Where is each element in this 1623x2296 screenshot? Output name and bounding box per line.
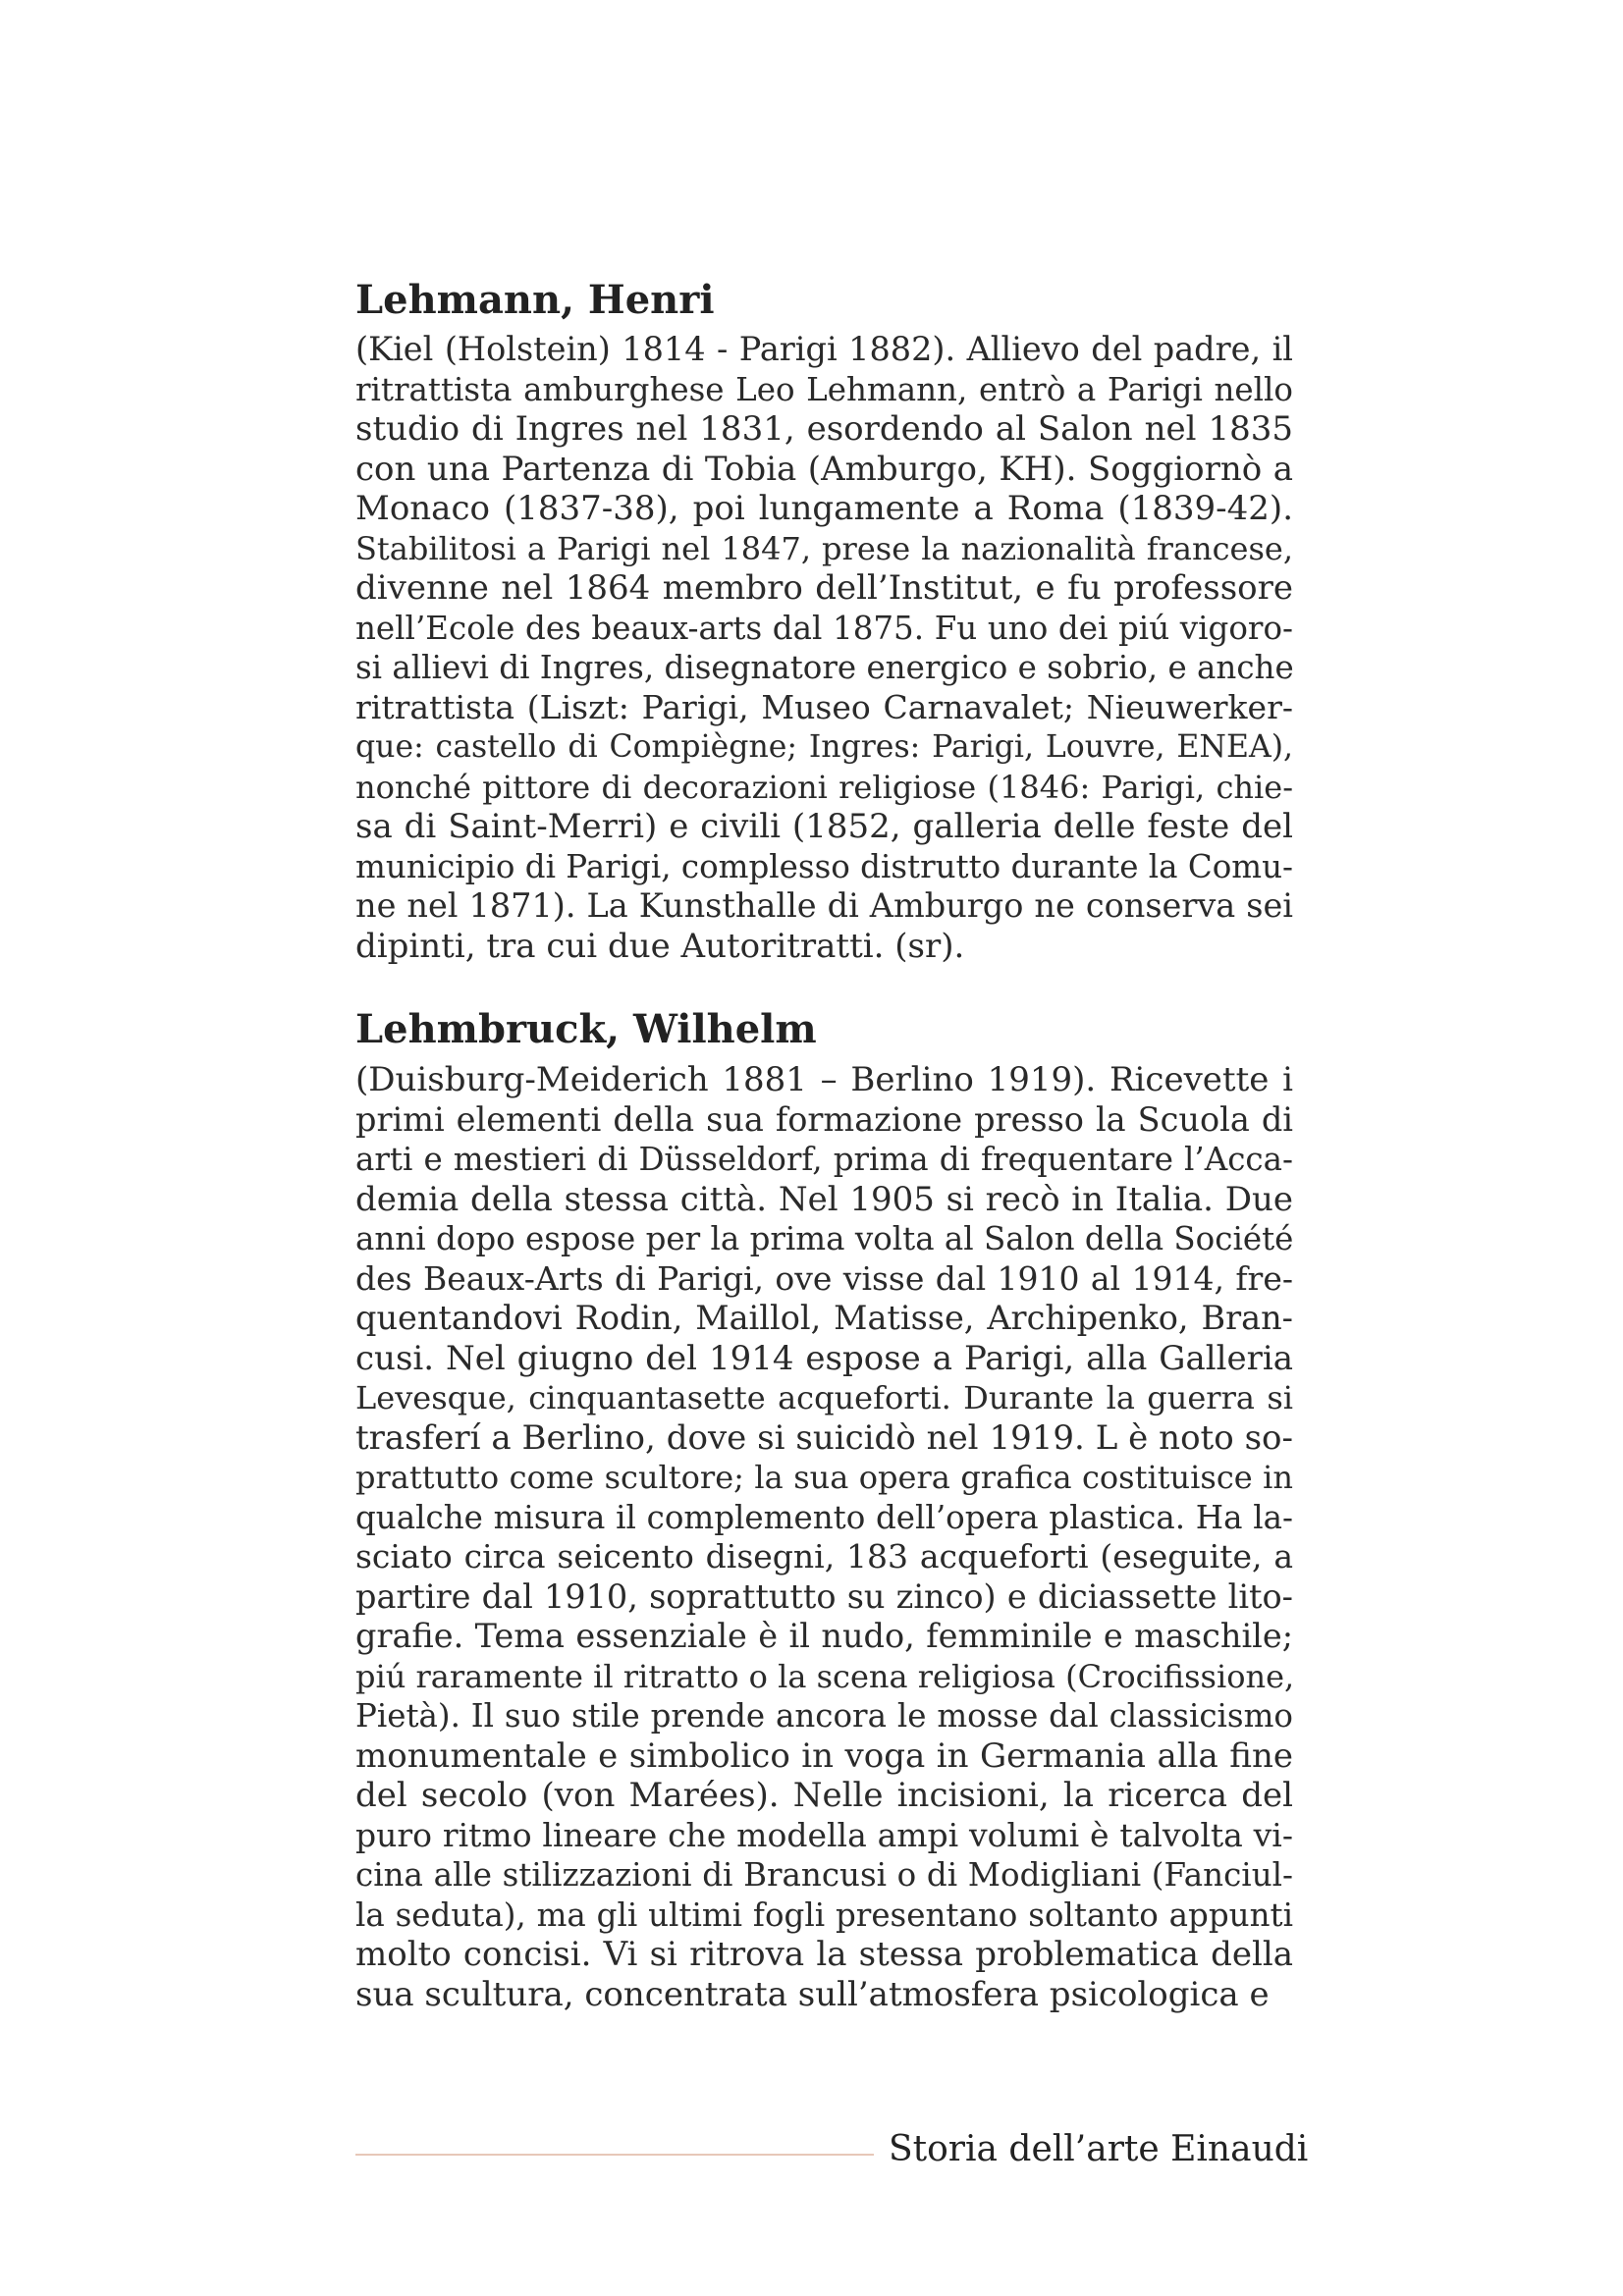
text-line: Pietà). Il suo stile prende ancora le mosse dal classicismo bbox=[355, 1697, 1293, 1735]
text-line: primi elementi della sua formazione presso la Scuola di bbox=[355, 1099, 1293, 1139]
text-line: qualche misura il complemento dell’opera plastica. Ha la- bbox=[355, 1498, 1293, 1536]
text-line: studio di Ingres nel 1831, esordendo al Salon nel 1835 bbox=[355, 409, 1293, 449]
text-line: cina alle stilizzazioni di Brancusi o di Modigliani (Fanciul- bbox=[355, 1856, 1293, 1894]
text-line: nell’Ecole des beaux-arts dal 1875. Fu uno dei piú vigoro- bbox=[355, 609, 1293, 647]
text-line: divenne nel 1864 membro dell’Institut, e fu professore bbox=[355, 568, 1293, 608]
text-line: prattutto come scultore; la sua opera grafica costituisce in bbox=[355, 1459, 1293, 1496]
text-line: piú raramente il ritratto o la scena religiosa (Crocifissione, bbox=[355, 1657, 1295, 1695]
text-line: (Kiel (Holstein) 1814 - Parigi 1882). Allievo del padre, il bbox=[355, 330, 1293, 368]
text-line: quentandovi Rodin, Maillol, Matisse, Archipenko, Bran- bbox=[355, 1299, 1293, 1337]
text-line: trasferí a Berlino, dove si suicidò nel 1919. L è noto so- bbox=[355, 1417, 1293, 1458]
text-line: grafie. Tema essenziale è il nudo, femminile e maschile; bbox=[355, 1617, 1293, 1655]
text-line: sa di Saint-Merri) e civili (1852, galleria delle feste del bbox=[355, 807, 1293, 846]
text-line: Stabilitosi a Parigi nel 1847, prese la nazionalità francese, bbox=[355, 529, 1293, 567]
text-line: sua scultura, concentrata sull’atmosfera psicologica e bbox=[355, 1974, 1270, 2014]
text-line: ne nel 1871). La Kunsthalle di Amburgo ne conserva sei bbox=[355, 886, 1293, 925]
footer-text: Storia dell’arte Einaudi bbox=[889, 2129, 1309, 2169]
text-line: Levesque, cinquantasette acqueforti. Durante la guerra si bbox=[355, 1379, 1293, 1416]
text-line: des Beaux-Arts di Parigi, ove visse dal 1910 al 1914, fre- bbox=[355, 1258, 1293, 1298]
text-line: del secolo (von Marées). Nelle incisioni, la ricerca del bbox=[355, 1776, 1293, 1815]
text-line: molto concisi. Vi si ritrova la stessa problematica della bbox=[355, 1935, 1293, 1974]
text-line: anni dopo espose per la prima volta al Salon della Société bbox=[355, 1220, 1294, 1257]
text-line: nonché pittore di decorazioni religiose (1846: Parigi, chie- bbox=[355, 768, 1293, 806]
text-line: ritrattista (Liszt: Parigi, Museo Carnavalet; Nieuwerker- bbox=[355, 687, 1293, 726]
text-line: municipio di Parigi, complesso distrutto durante la Comu- bbox=[355, 847, 1294, 885]
entry-title: Lehmbruck, Wilhelm bbox=[355, 1006, 817, 1052]
text-line: demia della stessa città. Nel 1905 si recò in Italia. Due bbox=[355, 1179, 1293, 1219]
entry-title: Lehmann, Henri bbox=[355, 277, 715, 323]
text-line: con una Partenza di Tobia (Amburgo, KH). Soggiornò a bbox=[355, 449, 1293, 489]
text-line: puro ritmo lineare che modella ampi volumi è talvolta vi- bbox=[355, 1815, 1293, 1854]
text-line: la seduta), ma gli ultimi fogli presentano soltanto appunti bbox=[355, 1896, 1293, 1934]
text-line: que: castello di Compiègne; Ingres: Parigi, Louvre, ENEA), bbox=[355, 729, 1293, 765]
text-line: ritrattista amburghese Leo Lehmann, entrò a Parigi nello bbox=[355, 370, 1293, 408]
text-line: cusi. Nel giugno del 1914 espose a Parigi, alla Galleria bbox=[355, 1338, 1293, 1378]
footer-rule bbox=[355, 2154, 874, 2156]
text-line: monumentale e simbolico in voga in Germania alla fine bbox=[355, 1735, 1293, 1776]
text-line: si allievi di Ingres, disegnatore energico e sobrio, e anche bbox=[355, 649, 1294, 686]
text-line: arti e mestieri di Düsseldorf, prima di frequentare l’Acca- bbox=[355, 1141, 1293, 1178]
text-line: Monaco (1837-38), poi lungamente a Roma (1839-42). bbox=[355, 489, 1293, 528]
text-line: sciato circa seicento disegni, 183 acqueforti (eseguite, a bbox=[355, 1537, 1293, 1575]
text-line: dipinti, tra cui due Autoritratti. (sr). bbox=[355, 926, 965, 966]
text-line: partire dal 1910, soprattutto su zinco) e diciassette lito- bbox=[355, 1576, 1293, 1616]
text-line: (Duisburg-Meiderich 1881 – Berlino 1919). Ricevette i bbox=[355, 1060, 1293, 1099]
